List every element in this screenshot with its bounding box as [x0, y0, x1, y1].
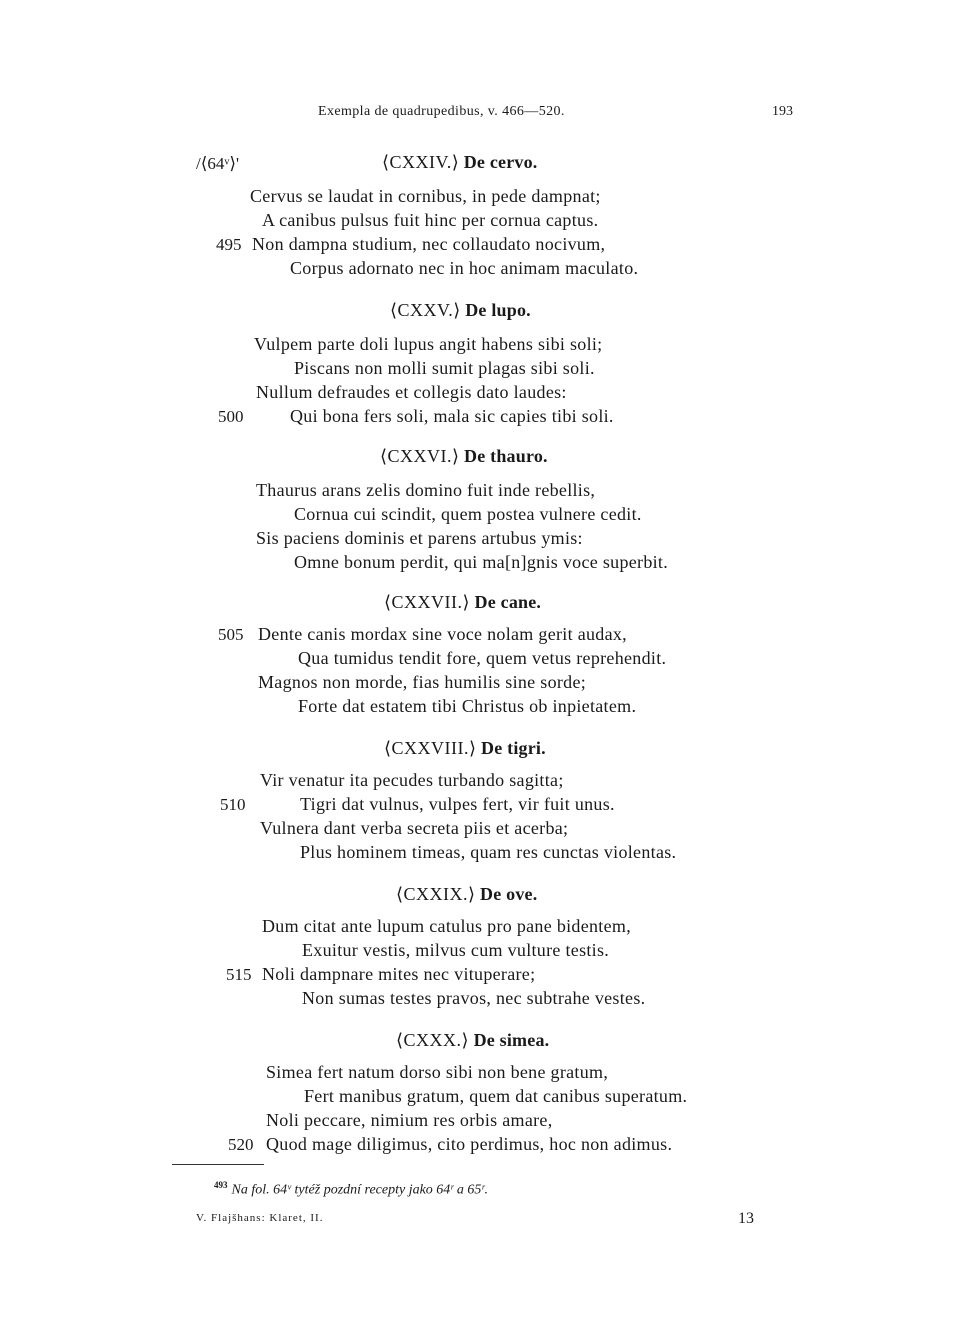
- verse-line: Qua tumidus tendit fore, quem vetus reprehendit.: [298, 648, 667, 668]
- verse-line: Non sumas testes pravos, nec subtrahe vestes.: [302, 988, 646, 1008]
- verse-line: Nullum defraudes et collegis dato laudes:: [256, 382, 567, 402]
- section-heading: [396, 1030, 549, 1051]
- footnote: [214, 1180, 488, 1199]
- footnote-text: Na fol. 64ᵛ tytéž pozdní recepty jako 64ʳ a 65ʳ.: [231, 1182, 489, 1198]
- verse-line: Tigri dat vulnus, vulpes fert, vir fuit unus.: [300, 794, 615, 814]
- section-number: ⟨CXXIX.⟩: [396, 884, 476, 904]
- verse-line: A canibus pulsus fuit hinc per cornua captus.: [262, 210, 599, 230]
- running-head: Exempla de quadrupedibus, v. 466—520.: [318, 104, 565, 119]
- verse-line: Corpus adornato nec in hoc animam maculato.: [290, 258, 639, 278]
- verse-line: Sis paciens dominis et parens artubus ymis:: [256, 528, 583, 548]
- verse-line: Cervus se laudat in cornibus, in pede dampnat;: [250, 186, 601, 206]
- verse-line: Vir venatur ita pecudes turbando sagitta;: [260, 770, 564, 790]
- section-title: De cane.: [474, 592, 542, 612]
- section-heading: [384, 592, 541, 613]
- section-number: ⟨CXXIV.⟩: [382, 152, 460, 172]
- section-heading: [380, 446, 548, 467]
- section-heading: [384, 738, 546, 759]
- section-title: De cervo.: [463, 152, 538, 172]
- section-title: De ove.: [480, 884, 538, 904]
- verse-line: Non dampna studium, nec collaudato nocivum,: [252, 234, 606, 254]
- verse-line: Simea fert natum dorso sibi non bene gratum,: [266, 1062, 609, 1082]
- verse-line: Exuitur vestis, milvus cum vulture testis.: [302, 940, 610, 960]
- section-title: De lupo.: [465, 300, 531, 320]
- verse-line: Noli peccare, nimium res orbis amare,: [266, 1110, 553, 1130]
- section-number: ⟨CXXV.⟩: [390, 300, 461, 320]
- verse-line: Omne bonum perdit, qui ma[n]gnis voce superbit.: [294, 552, 669, 572]
- verse-line: Magnos non morde, fias humilis sine sorde;: [258, 672, 587, 692]
- section-number: ⟨CXXVII.⟩: [384, 592, 471, 612]
- line-number: 505: [218, 625, 244, 644]
- line-number: 515: [226, 965, 252, 984]
- verse-line: Forte dat estatem tibi Christus ob inpietatem.: [298, 696, 637, 716]
- verse-line: Fert manibus gratum, quem dat canibus superatum.: [304, 1086, 688, 1106]
- verse-line: Piscans non molli sumit plagas sibi soli.: [294, 358, 595, 378]
- line-number: 510: [220, 795, 246, 814]
- footnote-rule: [172, 1164, 264, 1165]
- section-number: ⟨CXXX.⟩: [396, 1030, 470, 1050]
- verse-line: Thaurus arans zelis domino fuit inde rebellis,: [256, 480, 596, 500]
- section-number: ⟨CXXVIII.⟩: [384, 738, 477, 758]
- section-heading: [390, 300, 531, 321]
- section-heading: [382, 152, 538, 173]
- section-heading: [396, 884, 537, 905]
- verse-line: Plus hominem timeas, quam res cunctas violentas.: [300, 842, 677, 862]
- verse-line: Quod mage diligimus, cito perdimus, hoc non adimus.: [266, 1134, 673, 1154]
- section-title: De thauro.: [464, 446, 548, 466]
- verse-line: Qui bona fers soli, mala sic capies tibi soli.: [290, 406, 614, 426]
- signature-mark: V. Flajšhans: Klaret, II.: [196, 1212, 324, 1224]
- line-number: 495: [216, 235, 242, 254]
- folio-marker: /⟨64ᵛ⟩': [196, 154, 240, 173]
- verse-line: Dente canis mordax sine voce nolam gerit audax,: [258, 624, 627, 644]
- verse-line: Dum citat ante lupum catulus pro pane bidentem,: [262, 916, 632, 936]
- line-number: 520: [228, 1135, 254, 1154]
- verse-line: Vulpem parte doli lupus angit habens sibi soli;: [254, 334, 603, 354]
- section-title: De tigri.: [481, 738, 546, 758]
- footnote-marker: 493: [214, 1180, 228, 1190]
- line-number: 500: [218, 407, 244, 426]
- verse-line: Vulnera dant verba secreta piis et acerba;: [260, 818, 569, 838]
- signature-number: 13: [738, 1210, 754, 1227]
- section-title: De simea.: [473, 1030, 550, 1050]
- verse-line: Noli dampnare mites nec vituperare;: [262, 964, 536, 984]
- verse-line: Cornua cui scindit, quem postea vulnere cedit.: [294, 504, 642, 524]
- section-number: ⟨CXXVI.⟩: [380, 446, 460, 466]
- page-number: 193: [772, 104, 793, 119]
